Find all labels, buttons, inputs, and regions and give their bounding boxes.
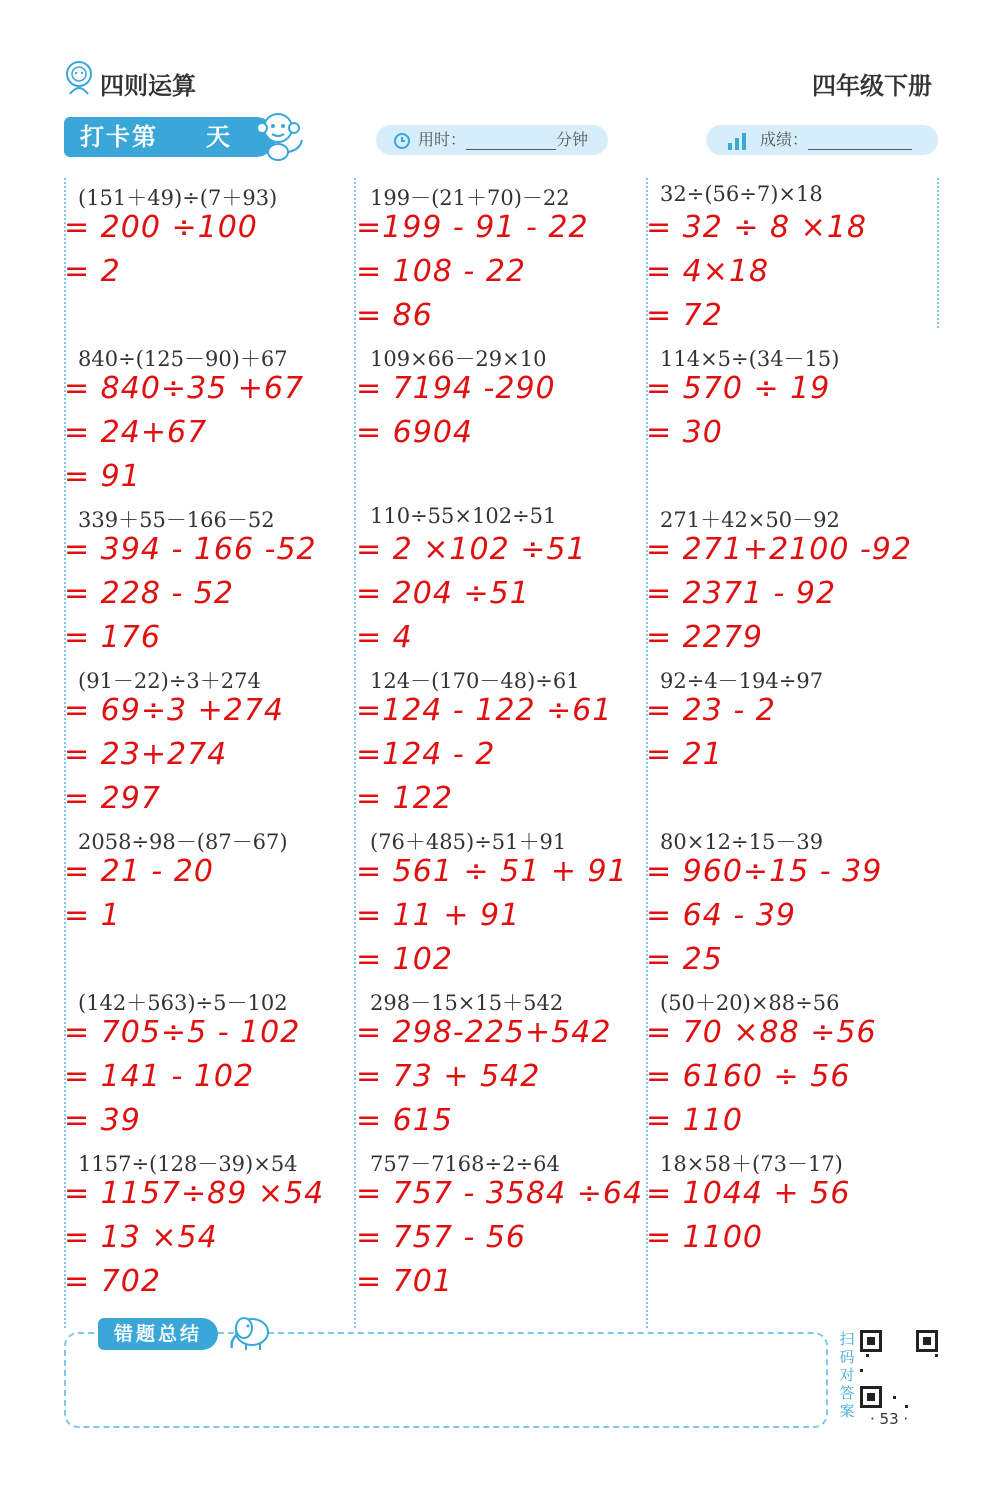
handwritten-step: = 6160 ÷ 56: [646, 1059, 851, 1094]
elephant-icon: [222, 1310, 274, 1352]
handwritten-step: = 271+2100 -92: [646, 532, 912, 567]
time-used-label: 用时：: [418, 130, 467, 149]
problem-expression: 124－(170－48)÷61: [370, 669, 580, 693]
problem-expression: 271＋42×50－92: [660, 508, 840, 532]
handwritten-step: = 298-225+542: [356, 1015, 612, 1050]
problem-expression: 32÷(56÷7)×18: [660, 182, 823, 206]
page-number: · 53 ·: [870, 1410, 909, 1428]
time-unit-label: 分钟: [556, 130, 589, 149]
handwritten-step: =199 - 91 - 22: [356, 210, 589, 245]
problem-expression: (142＋563)÷5－102: [78, 991, 288, 1015]
handwritten-step: = 108 - 22: [356, 254, 527, 289]
handwritten-step: = 32 ÷ 8 ×18: [646, 210, 867, 245]
clock-icon: [392, 130, 412, 150]
handwritten-step: =124 - 2: [356, 737, 496, 772]
problem-expression: 80×12÷15－39: [660, 830, 824, 854]
time-used-field: [376, 125, 608, 155]
handwritten-step: = 21 - 20: [64, 854, 214, 889]
checkin-day-label: 天: [206, 123, 232, 151]
column-divider: [937, 178, 939, 328]
handwritten-step: = 24+67: [64, 415, 208, 450]
handwritten-step: = 297: [64, 781, 161, 816]
handwritten-step: = 960÷15 - 39: [646, 854, 883, 889]
score-label: 成绩：: [760, 130, 809, 149]
handwritten-step: = 705÷5 - 102: [64, 1015, 301, 1050]
lion-logo-icon: [62, 60, 96, 96]
grade-label: 四年级下册: [812, 72, 932, 100]
handwritten-step: = 30: [646, 415, 723, 450]
handwritten-step: = 394 - 166 -52: [64, 532, 317, 567]
handwritten-step: = 72: [646, 298, 723, 333]
problem-expression: 92÷4－194÷97: [660, 669, 824, 693]
handwritten-step: = 176: [64, 620, 161, 655]
handwritten-step: = 122: [356, 781, 453, 816]
handwritten-step: = 228 - 52: [64, 576, 235, 611]
score-field: [706, 125, 938, 155]
handwritten-step: = 2: [64, 254, 121, 289]
handwritten-step: = 701: [356, 1264, 453, 1299]
bar-chart-icon: [726, 129, 750, 151]
mistake-summary-label: 错题总结: [98, 1318, 218, 1350]
problem-expression: 1157÷(128－39)×54: [78, 1152, 298, 1176]
problem-expression: 298－15×15＋542: [370, 991, 564, 1015]
problem-expression: 18×58＋(73－17): [660, 1152, 843, 1176]
problem-expression: 114×5÷(34－15): [660, 347, 840, 371]
handwritten-step: = 64 - 39: [646, 898, 796, 933]
handwritten-step: = 86: [356, 298, 433, 333]
handwritten-step: = 200 ÷100: [64, 210, 258, 245]
qr-code-icon[interactable]: [860, 1330, 938, 1408]
handwritten-step: = 1: [64, 898, 121, 933]
handwritten-step: = 570 ÷ 19: [646, 371, 831, 406]
handwritten-step: = 757 - 3584 ÷64: [356, 1176, 644, 1211]
problem-expression: (76＋485)÷51＋91: [370, 830, 567, 854]
handwritten-step: = 13 ×54: [64, 1220, 218, 1255]
problem-expression: 840÷(125－90)＋67: [78, 347, 288, 371]
page-title: 四则运算: [100, 72, 196, 100]
problem-expression: (91－22)÷3＋274: [78, 669, 261, 693]
problem-expression: 339＋55－166－52: [78, 508, 275, 532]
handwritten-step: = 204 ÷51: [356, 576, 530, 611]
problem-expression: (50＋20)×88÷56: [660, 991, 840, 1015]
handwritten-step: = 1100: [646, 1220, 764, 1255]
handwritten-step: = 91: [64, 459, 141, 494]
handwritten-step: = 6904: [356, 415, 474, 450]
checkin-banner: [64, 117, 276, 157]
handwritten-step: = 2 ×102 ÷51: [356, 532, 587, 567]
handwritten-step: = 4: [356, 620, 413, 655]
handwritten-step: = 70 ×88 ÷56: [646, 1015, 877, 1050]
handwritten-step: =124 - 122 ÷61: [356, 693, 613, 728]
handwritten-step: = 21: [646, 737, 723, 772]
handwritten-step: = 1157÷89 ×54: [64, 1176, 325, 1211]
handwritten-step: = 39: [64, 1103, 141, 1138]
monkey-icon: [252, 110, 308, 162]
handwritten-step: = 2279: [646, 620, 764, 655]
handwritten-step: = 7194 -290: [356, 371, 556, 406]
handwritten-step: = 102: [356, 942, 453, 977]
handwritten-step: = 1044 + 56: [646, 1176, 851, 1211]
handwritten-step: = 11 + 91: [356, 898, 521, 933]
scan-answer-text: 扫码对答案: [839, 1330, 855, 1420]
score-blank[interactable]: [808, 131, 912, 150]
handwritten-step: = 561 ÷ 51 + 91: [356, 854, 628, 889]
problem-expression: (151＋49)÷(7＋93): [78, 186, 278, 210]
handwritten-step: = 25: [646, 942, 723, 977]
handwritten-step: = 73 + 542: [356, 1059, 541, 1094]
time-used-blank[interactable]: [466, 131, 556, 150]
handwritten-step: = 110: [646, 1103, 743, 1138]
handwritten-step: = 141 - 102: [64, 1059, 255, 1094]
handwritten-step: = 615: [356, 1103, 453, 1138]
handwritten-step: = 4×18: [646, 254, 770, 289]
checkin-label: 打卡第: [80, 123, 158, 151]
handwritten-step: = 702: [64, 1264, 161, 1299]
problem-expression: 757－7168÷2÷64: [370, 1152, 560, 1176]
problem-expression: 110÷55×102÷51: [370, 504, 557, 528]
problem-expression: 2058÷98－(87－67): [78, 830, 288, 854]
handwritten-step: = 23 - 2: [646, 693, 776, 728]
problem-expression: 199－(21＋70)－22: [370, 186, 570, 210]
handwritten-step: = 840÷35 +67: [64, 371, 305, 406]
handwritten-step: = 23+274: [64, 737, 228, 772]
handwritten-step: = 69÷3 +274: [64, 693, 285, 728]
handwritten-step: = 2371 - 92: [646, 576, 837, 611]
problem-expression: 109×66－29×10: [370, 347, 547, 371]
handwritten-step: = 757 - 56: [356, 1220, 527, 1255]
